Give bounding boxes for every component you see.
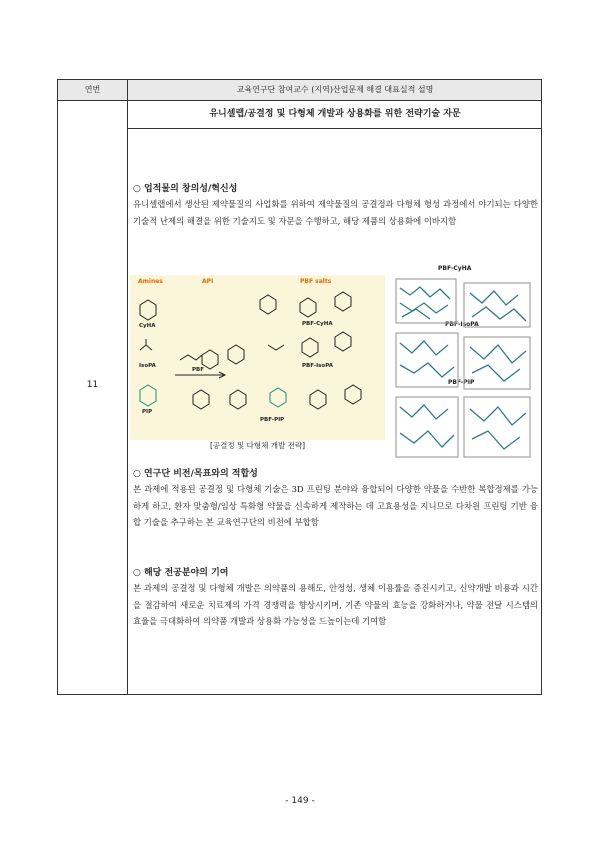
section-creativity [133, 181, 538, 229]
section-heading: ○ 업적물의 창의성/혁신성 [133, 184, 238, 194]
crystal-label-cyha: PBF-CyHA [438, 265, 472, 272]
fig-header-amines: Amines [138, 278, 163, 285]
section-body: 본 과제에 적용된 공결정 및 다형체 기술은 3D 프린팅 분야와 융합되어 다양한 약물을 수반한 복합정제를 가능하게 하고, 환자 맞춤형/임상 특화형 약물을 신속하게 제작하는 데 고효용성을 지니므로 다차원 프린팅 기반 융합 기술을 추구하는 본 교육연구단의 비전에 부합함 [133, 484, 538, 527]
figure-caption: [공결정 및 다형체 개발 전략] [209, 441, 306, 450]
section-body: 유니셀랩에서 생산된 제약물질의 사업화를 위하여 제약물질의 공결정과 다형체 형성 과정에서 야기되는 다양한 기술적 난제의 해결을 위한 기술지도 및 자문을 수행하고, 해당 제품의 상용화에 이바지함 [133, 199, 538, 226]
label-pip: PIP [142, 409, 153, 415]
label-pbf-isopa: PBF-IsoPA [302, 363, 333, 369]
label-pbf: PBF [192, 367, 204, 373]
section-heading: ○ 연구단 비전/목표와의 적합성 [133, 469, 258, 479]
section-field-contribution [133, 565, 538, 630]
label-pbf-pip: PBF-PIP [260, 417, 285, 423]
column-divider [127, 80, 128, 694]
label-cyha: CyHA [139, 323, 156, 329]
achievement-title: 유니셀랩/공결정 및 다형체 개발과 상용화를 위한 전략기술 자문 [128, 101, 542, 129]
row-number: 11 [86, 380, 99, 390]
chemical-scheme [130, 275, 385, 440]
label-pbf-cyha: PBF-CyHA [302, 321, 333, 327]
label-isopa: IsoPA [139, 363, 156, 369]
header-description: 교육연구단 참여교수 (지역)산업문제 해결 대표실적 설명 [236, 85, 434, 94]
crystal-label-isopa: PBF-IsoPA [445, 321, 479, 328]
section-vision-fit [133, 466, 538, 531]
section-heading: ○ 해당 전공분야의 기여 [133, 568, 229, 578]
strategy-figure [130, 265, 535, 470]
fig-header-salts: PBF salts [300, 278, 332, 285]
section-body: 본 과제의 공결정 및 다형체 개발은 의약품의 용해도, 안정성, 생체 이용률을 증진시키고, 신약개발 비용과 시간을 절감하여 새로운 치료제의 가격 경쟁력을 향상시키며, 기존 약물의 효능을 강화하거나, 약물 전달 시스템의 효율을 극대화하여 의약품 개발과 상용화 가능성을 드높이는데 기여함 [133, 583, 538, 626]
crystal-structures [390, 273, 535, 473]
fig-header-api: API [202, 278, 214, 285]
header-year: 연번 [84, 85, 101, 94]
crystal-label-pip: PBF-PIP [448, 379, 475, 386]
scheme-drawing [130, 275, 385, 440]
table-header-row [58, 80, 541, 101]
page-number: - 149 - [285, 796, 315, 806]
